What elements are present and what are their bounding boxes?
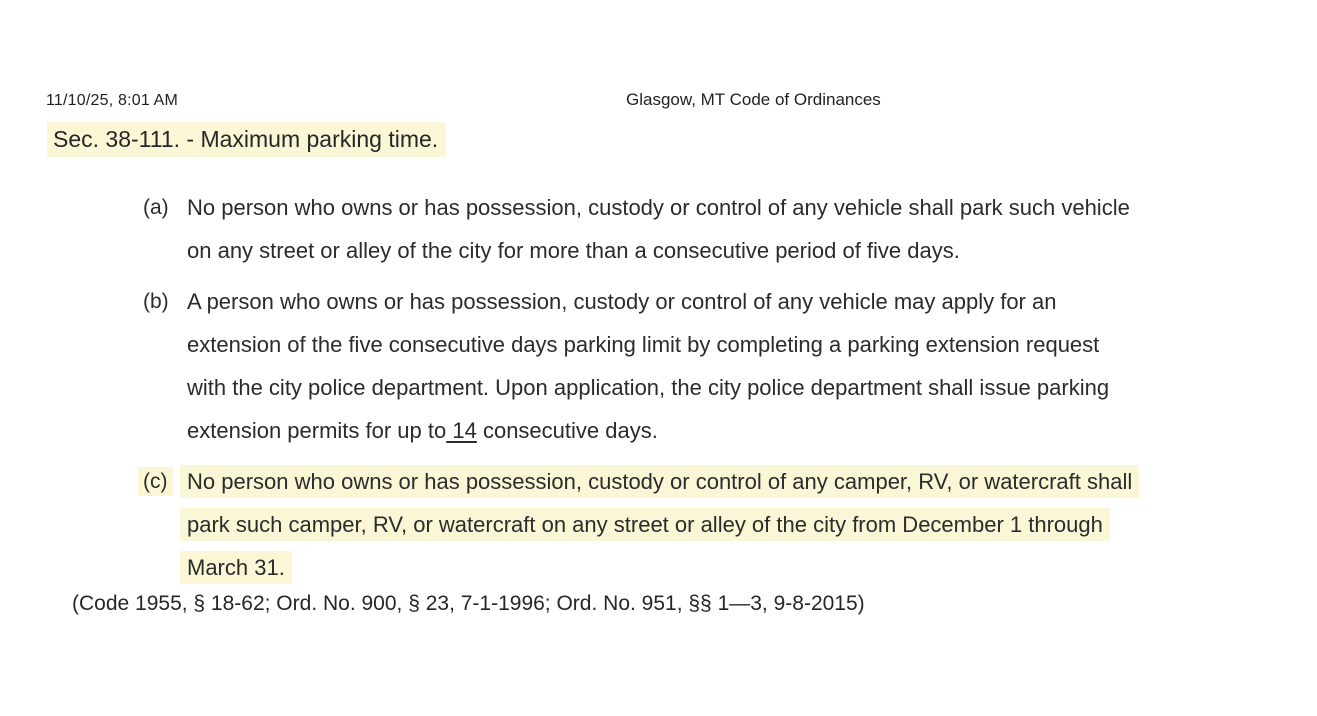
highlighted-text: March 31. xyxy=(180,551,292,584)
underlined-number: 14 xyxy=(446,418,477,443)
paragraph-b-text xyxy=(187,280,1273,452)
print-timestamp: 11/10/25, 8:01 AM xyxy=(46,92,179,109)
paragraph-a-label: (a) xyxy=(143,196,169,219)
code-citation: (Code 1955, § 18-62; Ord. No. 900, § 23, 7-1-1996; Ord. No. 951, §§ 1—3, 9-8-2015) xyxy=(72,592,865,615)
paragraph-c-text xyxy=(187,460,1273,589)
text-segment: extension permits for up to xyxy=(187,418,447,443)
text-line: on any street or alley of the city for more than a consecutive period of five days. xyxy=(187,238,960,263)
section-heading-text: Sec. 38-111. - Maximum parking time. xyxy=(47,122,446,157)
paragraph-a xyxy=(143,186,1273,272)
text-line xyxy=(187,409,1273,452)
text-line: with the city police department. Upon application, the city police department shall issue parking xyxy=(187,375,1110,400)
text-line xyxy=(187,460,1273,503)
text-line xyxy=(187,503,1273,546)
section-heading xyxy=(53,126,446,153)
ordinance-body xyxy=(143,186,1273,597)
paragraph-b-label: (b) xyxy=(143,290,169,313)
paragraph-c xyxy=(143,460,1273,589)
text-line xyxy=(187,546,1273,589)
paragraph-a-text xyxy=(187,186,1273,272)
text-segment: consecutive days. xyxy=(476,418,658,443)
highlighted-text: No person who owns or has possession, custody or control of any camper, RV, or watercraft shall xyxy=(180,465,1139,498)
text-line: No person who owns or has possession, custody or control of any vehicle shall park such vehicle xyxy=(187,195,1130,220)
paragraph-b xyxy=(143,280,1273,452)
document-title: Glasgow, MT Code of Ordinances xyxy=(626,90,881,109)
text-line: extension of the five consecutive days parking limit by completing a parking extension request xyxy=(187,332,1100,357)
highlighted-text: park such camper, RV, or watercraft on any street or alley of the city from December 1 through xyxy=(180,508,1110,541)
text-line: A person who owns or has possession, custody or control of any vehicle may apply for an xyxy=(187,289,1057,314)
paragraph-c-label-text: (c) xyxy=(138,467,173,496)
